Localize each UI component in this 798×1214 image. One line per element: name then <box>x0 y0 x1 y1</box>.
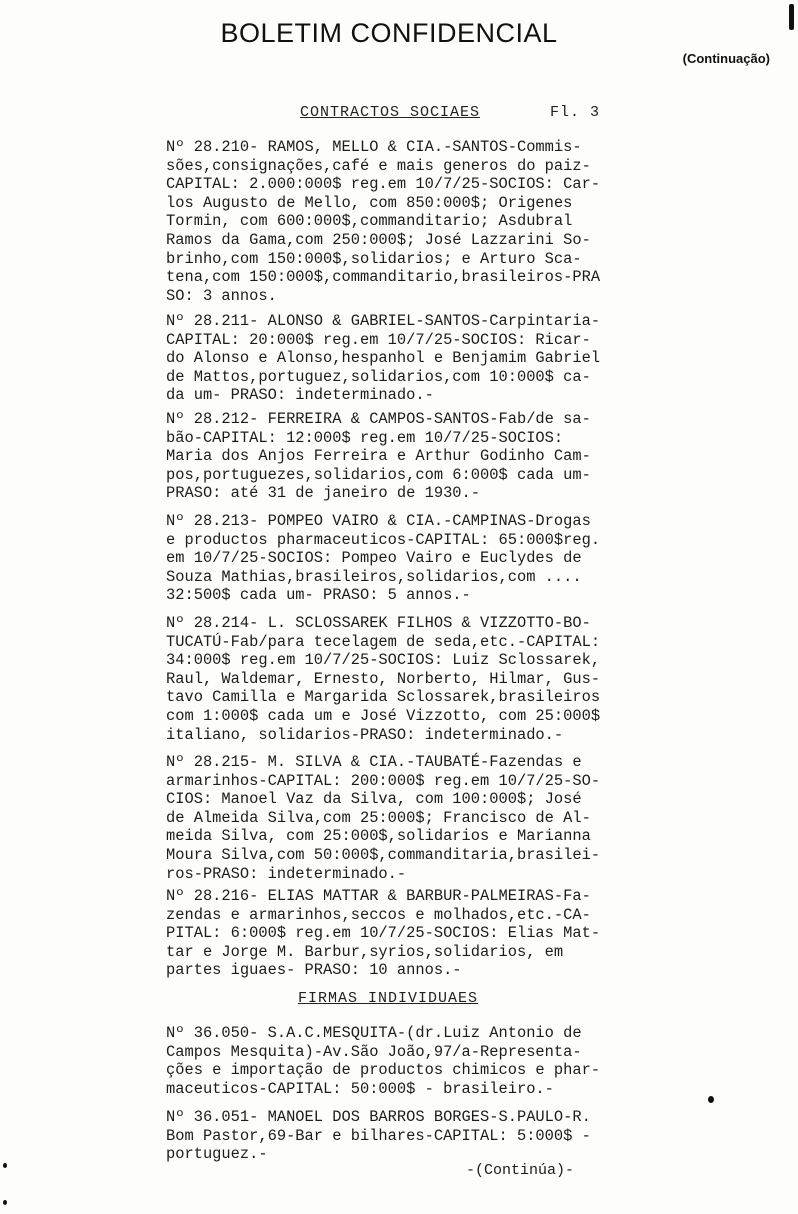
entry-line: Nº 36.051- MANOEL DOS BARROS BORGES-S.PAULO-R. <box>166 1108 591 1126</box>
continua-footer: -(Continúa)- <box>466 1162 575 1179</box>
entry-line: Nº 28.214- L. SCLOSSAREK FILHOS & VIZZOTTO-BO- <box>166 614 591 632</box>
entry-line: de Mattos,portuguez,solidarios,com 10:000$ ca- <box>166 367 591 386</box>
entry-28213 <box>166 512 636 605</box>
folio-number: Fl. 3 <box>550 104 601 121</box>
entry-line: los Augusto de Mello, com 850:000$; Origenes <box>166 193 573 212</box>
entry-line: e productos pharmaceuticos-CAPITAL: 65:000$reg. <box>166 530 601 549</box>
entry-line: PITAL: 6:000$ reg.em 10/7/25-SOCIOS: Elias Mat- <box>166 924 601 943</box>
entry-line: CAPITAL: 2.000:000$ reg.em 10/7/25-SOCIOS: Car- <box>166 175 601 194</box>
entry-line: tavo Camilla e Margarida Sclossarek,brasileiros <box>166 688 601 707</box>
entry-line: ros-PRASO: indeterminado.- <box>166 864 407 883</box>
entry-28215 <box>166 753 636 883</box>
entry-line: com 1:000$ cada um e José Vizzotto, com 25:000$ <box>166 706 601 725</box>
entry-line: Bom Pastor,69-Bar e bilhares-CAPITAL: 5:000$ - <box>166 1126 591 1145</box>
entry-28216 <box>166 887 636 980</box>
entry-line: Nº 28.210- RAMOS, MELLO & CIA.-SANTOS-Commis- <box>166 138 582 156</box>
entry-line: armarinhos-CAPITAL: 200:000$ reg.em 10/7/25-SO- <box>166 771 601 790</box>
entry-line: 32:500$ cada um- PRASO: 5 annos.- <box>166 586 471 605</box>
entry-line: meida Silva, com 25:000$,solidarios e Marianna <box>166 827 591 846</box>
entry-line: Nº 28.212- FERREIRA & CAMPOS-SANTOS-Fab/de sa- <box>166 410 591 428</box>
section-heading-contractos <box>300 104 600 121</box>
entry-line: da um- PRASO: indeterminado.- <box>166 386 434 405</box>
section-title-firmas: FIRMAS INDIVIDUAES <box>298 990 479 1007</box>
entry-line: Nº 36.050- S.A.C.MESQUITA-(dr.Luiz Antonio de <box>166 1024 582 1042</box>
entry-line: PRASO: até 31 de janeiro de 1930.- <box>166 484 481 503</box>
section-heading-firmas <box>298 990 478 1007</box>
entry-line: de Almeida Silva,com 25:000$; Francisco de Al- <box>166 808 591 827</box>
entry-line: Nº 28.216- ELIAS MATTAR & BARBUR-PALMEIRAS-Fa- <box>166 887 591 905</box>
entry-line: CIOS: Manoel Vaz da Silva, com 100:000$; José <box>166 790 582 809</box>
edge-mark <box>789 4 794 30</box>
entry-line: tena,com 150:000$,commanditario,brasileiros-PRA <box>166 268 601 287</box>
entry-line: pos,portuguezes,solidarios,com 6:000$ cada um- <box>166 465 591 484</box>
bulletin-title: BOLETIM CONFIDENCIAL <box>220 18 558 48</box>
entry-line: Moura Silva,com 50:000$,commanditaria,brasilei- <box>166 845 601 864</box>
entry-line: Nº 28.211- ALONSO & GABRIEL-SANTOS-Carpintaria- <box>166 312 601 330</box>
entry-line: zendas e armarinhos,seccos e molhados,etc.-CA- <box>166 905 591 924</box>
entry-28214 <box>166 614 636 744</box>
entry-line: Nº 28.215- M. SILVA & CIA.-TAUBATÉ-Fazendas e <box>166 753 582 771</box>
ink-speck <box>708 1096 714 1103</box>
entry-line: CAPITAL: 20:000$ reg.em 10/7/25-SOCIOS: Ricar- <box>166 330 591 349</box>
entry-line: do Alonso e Alonso,hespanhol e Benjamim Gabriel <box>166 349 601 368</box>
entry-36051 <box>166 1108 636 1164</box>
continuation-label: (Continuação) <box>682 51 770 66</box>
entry-line: Ramos da Gama,com 250:000$; José Lazzarini So- <box>166 230 591 249</box>
entry-line: partes iguaes- PRASO: 10 annos.- <box>166 961 462 980</box>
entry-line: ções e importação de productos chimicos e phar- <box>166 1061 601 1080</box>
entry-line: tar e Jorge M. Barbur,syrios,solidarios, em <box>166 942 564 961</box>
entry-line: italiano, solidarios-PRASO: indeterminado.- <box>166 725 564 744</box>
entry-line: bão-CAPITAL: 12:000$ reg.em 10/7/25-SOCIOS: <box>166 428 564 447</box>
entry-line: maceuticos-CAPITAL: 50:000$ - brasileiro.- <box>166 1079 554 1098</box>
entry-line: Nº 28.213- POMPEO VAIRO & CIA.-CAMPINAS-Drogas <box>166 512 591 530</box>
entry-line: SO: 3 annos. <box>166 286 277 305</box>
entry-line: Campos Mesquita)-Av.São João,97/a-Representa- <box>166 1042 582 1061</box>
entry-line: em 10/7/25-SOCIOS: Pompeo Vairo e Euclydes de <box>166 549 582 568</box>
entry-28210 <box>166 138 636 305</box>
ink-speck <box>3 1200 7 1205</box>
entry-line: TUCATÚ-Fab/para tecelagem de seda,etc.-CAPITAL: <box>166 632 601 651</box>
entry-36050 <box>166 1024 636 1098</box>
entry-line: Tormin, com 600:000$,commanditario; Asdubral <box>166 212 573 231</box>
entry-line: Souza Mathias,brasileiros,solidarios,com .... <box>166 567 582 586</box>
entry-line: brinho,com 150:000$,solidarios; e Arturo Sca- <box>166 249 582 268</box>
section-title-contractos: CONTRACTOS SOCIAES <box>300 104 481 121</box>
entry-line: 34:000$ reg.em 10/7/25-SOCIOS: Luiz Sclossarek, <box>166 651 601 670</box>
entry-line: sões,consignações,café e mais generos do paiz- <box>166 156 591 175</box>
entry-line: Maria dos Anjos Ferreira e Arthur Godinho Cam- <box>166 447 591 466</box>
entry-28212 <box>166 410 636 503</box>
entry-line: Raul, Waldemar, Ernesto, Norberto, Hilmar, Gus- <box>166 669 601 688</box>
ink-speck <box>3 1163 7 1168</box>
entry-28211 <box>166 312 636 405</box>
entry-line: portuguez.- <box>166 1145 268 1164</box>
